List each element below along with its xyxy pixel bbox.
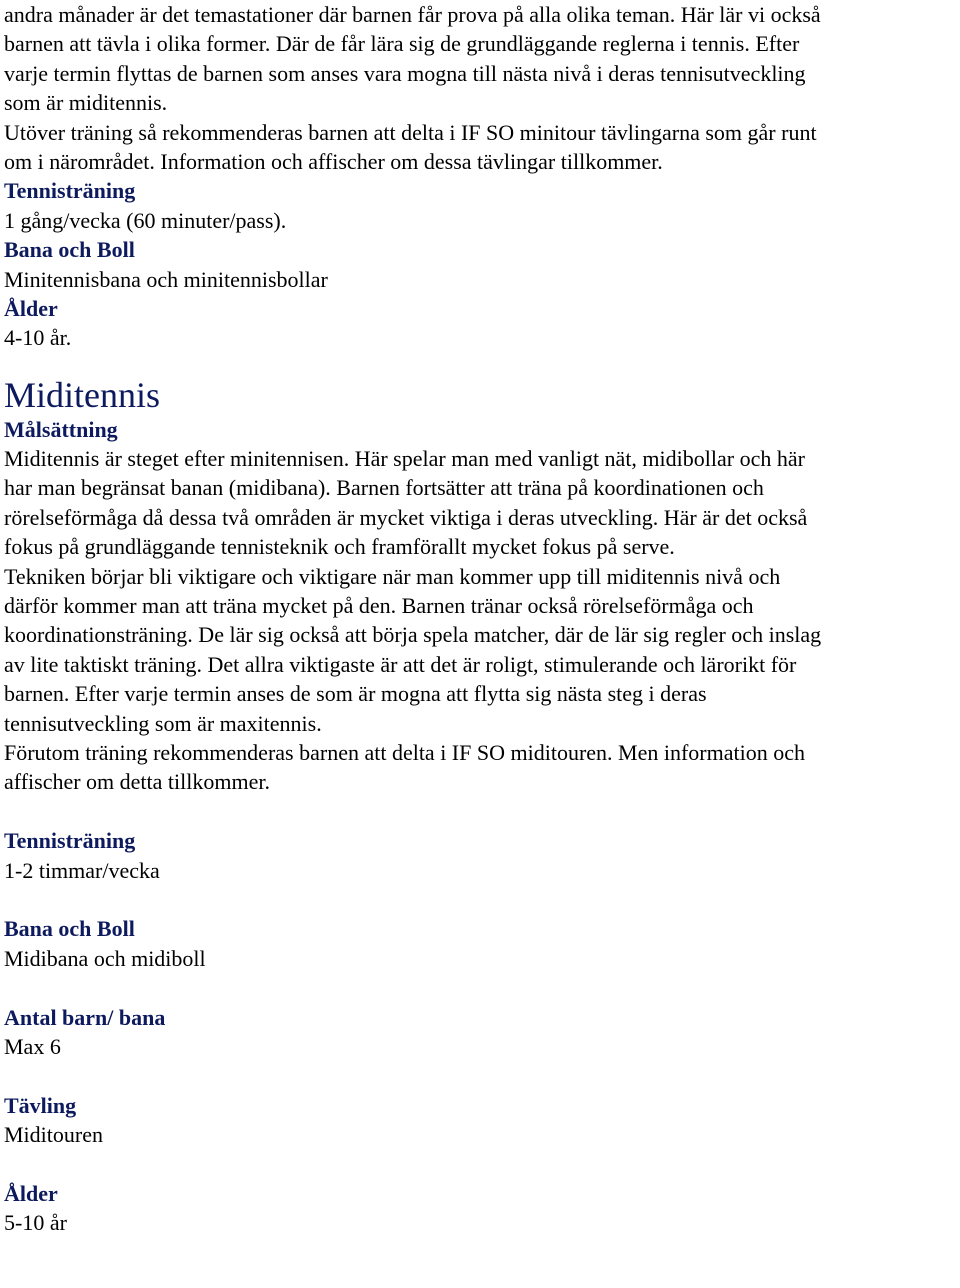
intro-line: varje termin flyttas de barnen som anses vara mogna till nästa nivå i deras tennisutveckling	[4, 60, 806, 86]
spacer	[4, 1149, 958, 1178]
section-heading: Miditennis	[4, 374, 161, 415]
players-label: Antal barn/ bana	[4, 1004, 166, 1030]
body-line: Förutom träning rekommenderas barnen att delta i IF SO miditouren. Men information och	[4, 739, 805, 765]
intro-line: som är miditennis.	[4, 90, 168, 116]
body-line: Tekniken börjar bli viktigare och viktigare när man kommer upp till miditennis nivå och	[4, 563, 781, 589]
goal-label: Målsättning	[4, 416, 118, 442]
training-value: 1 gång/vecka (60 minuter/pass).	[4, 207, 287, 233]
miditennis-section	[4, 375, 958, 1238]
intro-line: andra månader är det temastationer där barnen får prova på alla olika teman. Här lär vi också	[4, 2, 821, 27]
competition-value: Miditouren	[4, 1122, 103, 1148]
competition-label: Tävling	[4, 1092, 77, 1118]
spacer	[4, 1061, 958, 1090]
body-line: affischer om detta tillkommer.	[4, 769, 270, 795]
miditennis-body	[4, 444, 958, 797]
body-line: koordinationsträning. De lär sig också att börja spela matcher, där de lär sig regler och inslag	[4, 622, 822, 648]
body-line: tennisutveckling som är maxitennis.	[4, 710, 322, 736]
body-line: Miditennis är steget efter minitennisen. Här spelar man med vanligt nät, midibollar och här	[4, 446, 805, 472]
spacer	[4, 797, 958, 826]
minitennis-facts	[4, 176, 958, 352]
age-label: Ålder	[4, 295, 58, 321]
court-value: Minitennisbana och minitennisbollar	[4, 266, 328, 292]
age-value: 4-10 år.	[4, 325, 72, 351]
body-line: därför kommer man att träna mycket på den. Barnen tränar också rörelseförmåga och	[4, 593, 754, 619]
court-label: Bana och Boll	[4, 916, 135, 942]
body-line: barnen. Efter varje termin anses de som är mogna att flytta sig nästa steg i deras	[4, 681, 707, 707]
body-line: har man begränsat banan (midibana). Barnen fortsätter att träna på koordinationen och	[4, 475, 764, 501]
body-line: av lite taktiskt träning. Det allra viktigaste är att det är roligt, stimulerande och lärorikt för	[4, 651, 797, 677]
intro-line: barnen att tävla i olika former. Där de får lära sig de grundläggande reglerna i tennis. Efter	[4, 31, 800, 57]
players-value: Max 6	[4, 1033, 61, 1059]
age-value: 5-10 år	[4, 1210, 67, 1236]
body-line: fokus på grundläggande tennisteknik och framförallt mycket fokus på serve.	[4, 534, 675, 560]
court-value: Midibana och midiboll	[4, 945, 206, 971]
training-label: Tennisträning	[4, 828, 136, 854]
training-value: 1-2 timmar/vecka	[4, 857, 160, 883]
age-label: Ålder	[4, 1180, 58, 1206]
training-label: Tennisträning	[4, 178, 136, 204]
intro-paragraph	[4, 0, 958, 176]
spacer	[4, 885, 958, 914]
intro-line: Utöver träning så rekommenderas barnen att delta i IF SO minitour tävlingarna som går runt	[4, 119, 817, 145]
intro-line: om i närområdet. Information och affischer om dessa tävlingar tillkommer.	[4, 148, 663, 174]
spacer	[4, 973, 958, 1002]
document-page	[4, 0, 958, 1238]
court-label: Bana och Boll	[4, 237, 135, 263]
body-line: rörelseförmåga då dessa två områden är mycket viktiga i deras utveckling. Här är det också	[4, 504, 808, 530]
